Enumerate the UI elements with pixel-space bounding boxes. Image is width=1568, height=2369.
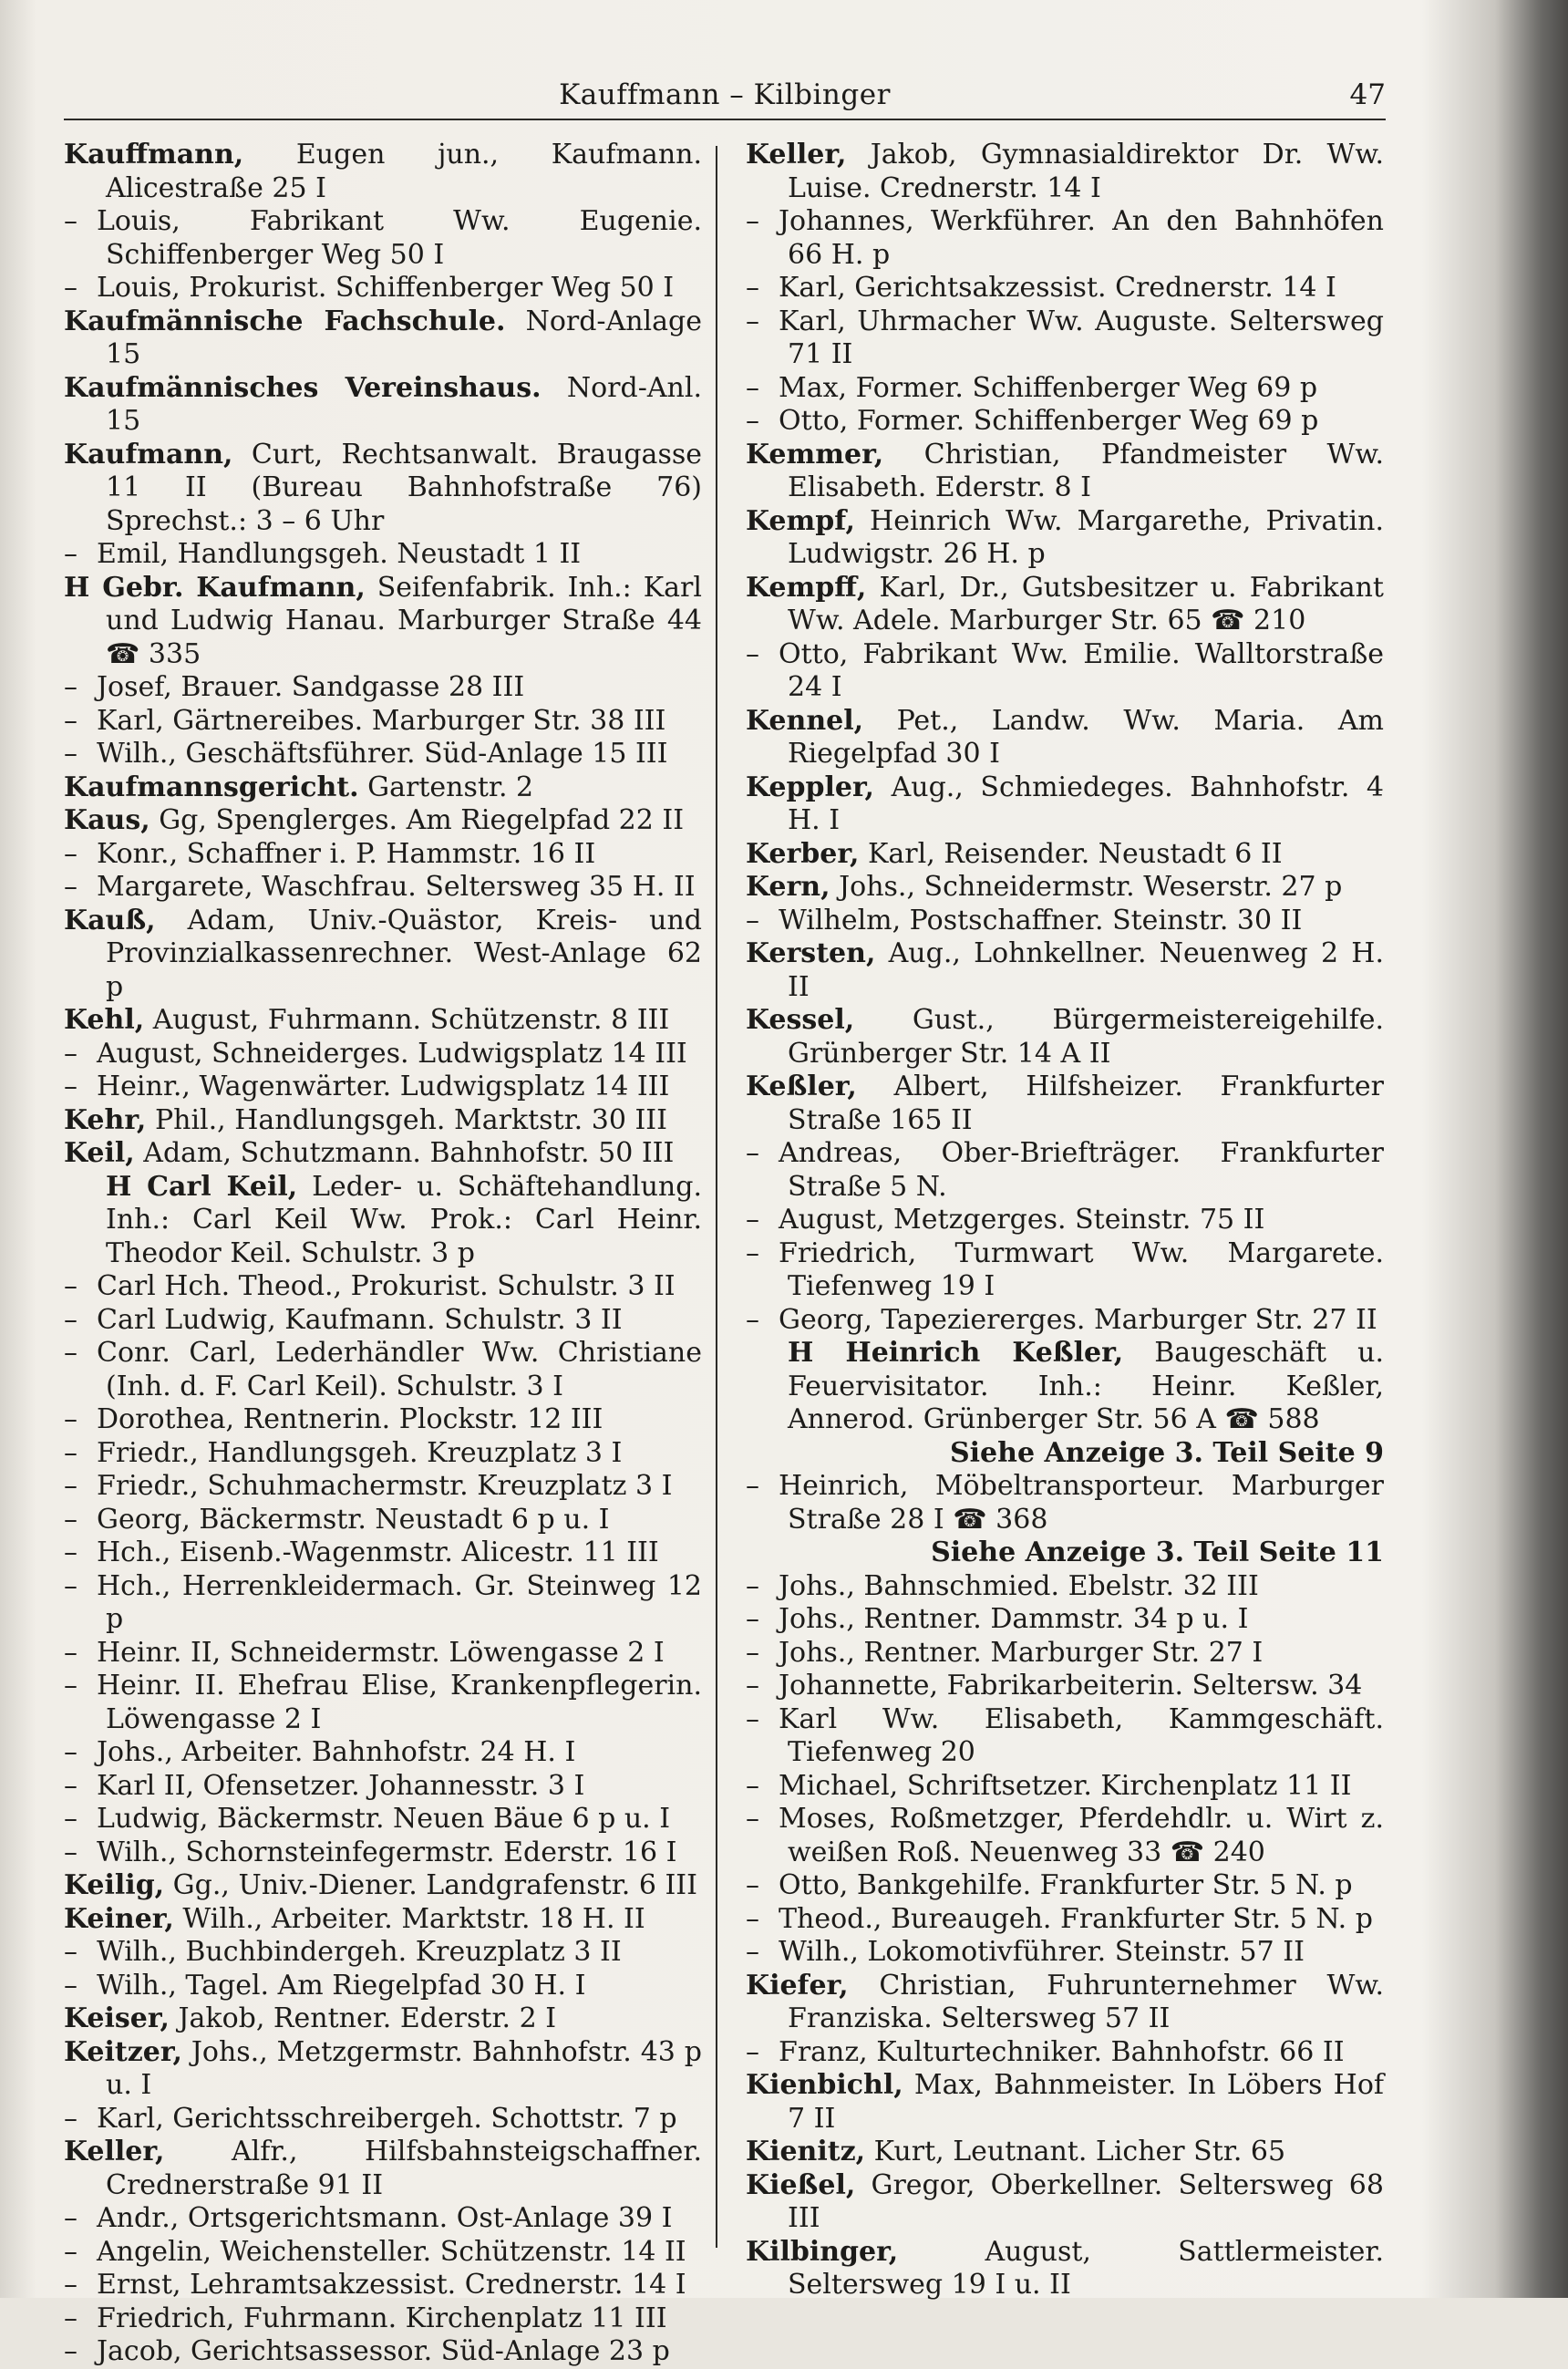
entry-details: Albert, Hilfsheizer. Frankfurter Straße 165 II [788, 1071, 1384, 1136]
entry-details: Heinrich, Möbeltransporteur. Marburger Straße 28 I ☎ 368 [779, 1470, 1384, 1536]
entry-details: Margarete, Waschfrau. Seltersweg 35 H. II [97, 871, 696, 903]
directory-entry [746, 1770, 1384, 1804]
entry-details: Wilh., Schornsteinfegermstr. Ederstr. 16 I [97, 1836, 677, 1868]
entry-details: Christian, Fuhrunternehmer Ww. Franziska. Seltersweg 57 II [788, 1969, 1384, 2034]
ditto-dash: – [746, 1670, 759, 1702]
directory-entry [746, 705, 1384, 771]
ditto-dash: – [64, 1470, 77, 1502]
page-number: 47 [1349, 78, 1386, 111]
directory-entry [64, 1970, 702, 2003]
directory-entry [64, 538, 702, 572]
entry-details: Ludwig, Bäckermstr. Neuen Bäue 6 p u. I [97, 1803, 671, 1835]
directory-entry [746, 1071, 1384, 1137]
entry-surname: H Gebr. Kaufmann, [64, 571, 366, 604]
directory-entry [746, 1703, 1384, 1770]
directory-entry [746, 2169, 1384, 2236]
ditto-dash: – [64, 2202, 77, 2234]
entry-details: August, Metzgerges. Steinstr. 75 II [779, 1204, 1265, 1236]
ditto-dash: – [746, 272, 759, 304]
ditto-dash: – [64, 2235, 77, 2268]
entry-details: Nord-Anlage 15 [106, 305, 702, 370]
entry-details: August, Sattlermeister. Seltersweg 19 I u. II [788, 2235, 1384, 2301]
entry-surname: Kaufmännisches Vereinshaus. [64, 371, 542, 404]
directory-entry [746, 1803, 1384, 1869]
directory-entry [746, 372, 1384, 406]
ditto-dash: – [64, 1969, 77, 2002]
page-header [64, 71, 1386, 117]
directory-entry [746, 305, 1384, 372]
entry-details: Johs., Rentner. Marburger Str. 27 I [779, 1636, 1264, 1669]
directory-entry [746, 871, 1384, 905]
entry-surname: Kaufmannsgericht. [64, 771, 359, 803]
entry-details: Aug., Lohnkellner. Neuenweg 2 H. II [788, 937, 1384, 1003]
ditto-dash: – [64, 1769, 77, 1802]
entry-details: Michael, Schriftsetzer. Kirchenplatz 11 II [779, 1769, 1352, 1802]
directory-entry [64, 1504, 702, 1537]
directory-entry [64, 1270, 702, 1304]
directory-entry [746, 572, 1384, 638]
directory-entry [746, 1004, 1384, 1071]
ditto-dash: – [746, 904, 759, 936]
entry-details: Georg, Tapeziererges. Marburger Str. 27 II [779, 1303, 1377, 1336]
directory-entry [64, 2136, 702, 2202]
directory-entry [64, 1536, 702, 1570]
entry-surname: Keller, [746, 139, 847, 171]
entry-surname: H Heinrich Keßler, [788, 1337, 1124, 1369]
directory-entry [64, 1437, 702, 1471]
entry-surname: Keitzer, [64, 2035, 182, 2068]
entry-surname: Kemmer, [746, 438, 884, 471]
directory-entry [746, 439, 1384, 505]
directory-entry [64, 738, 702, 771]
directory-entry [746, 1869, 1384, 1903]
ditto-dash: – [746, 1636, 759, 1669]
ditto-dash: – [746, 637, 759, 670]
entry-details: Phil., Handlungsgeh. Marktstr. 30 III [154, 1103, 668, 1136]
header-rule [64, 119, 1386, 120]
directory-entry [746, 1304, 1384, 1338]
ditto-dash: – [746, 371, 759, 404]
entry-details: Wilh., Tagel. Am Riegelpfad 30 H. I [97, 1969, 586, 2002]
ditto-dash: – [746, 1137, 759, 1169]
directory-entry [64, 1038, 702, 1071]
ditto-dash: – [746, 1603, 759, 1635]
directory-entry [64, 139, 702, 205]
ditto-dash: – [64, 837, 77, 870]
entry-details: Wilhelm, Postschaffner. Steinstr. 30 II [779, 904, 1303, 936]
entry-surname: Kempf, [746, 504, 855, 537]
entry-details: Conr. Carl, Lederhändler Ww. Christiane (Inh. d. F. Carl Keil). Schulstr. 3 I [97, 1337, 702, 1402]
ditto-dash: – [746, 405, 759, 437]
entry-details: Gregor, Oberkellner. Seltersweg 68 III [788, 2168, 1384, 2234]
ditto-dash: – [64, 2269, 77, 2301]
entry-details: Otto, Fabrikant Ww. Emilie. Walltorstraße 24 I [779, 637, 1384, 703]
entry-surname: Kempff, [746, 571, 867, 604]
directory-entry [64, 372, 702, 439]
entry-details: Johs., Arbeiter. Bahnhofstr. 24 H. I [97, 1736, 576, 1768]
ditto-dash: – [746, 205, 759, 237]
entry-details: Alfr., Hilfsbahnsteigschaffner. Crednerstraße 91 II [106, 2136, 702, 2201]
directory-entry [64, 1903, 702, 1937]
directory-entry [64, 272, 702, 305]
running-title: Kauffmann – Kilbinger [559, 78, 891, 111]
entry-details: Johannette, Fabrikarbeiterin. Seltersw. 34 [779, 1670, 1363, 1702]
entry-details: Johs., Schneidermstr. Weserstr. 27 p [839, 871, 1343, 903]
column-divider [716, 146, 717, 2248]
ditto-dash: – [64, 671, 77, 703]
entry-surname: Keil, [64, 1137, 135, 1169]
directory-entry [64, 2002, 702, 2036]
directory-entry [746, 905, 1384, 938]
directory-entry [64, 2269, 702, 2302]
entry-details: Louis, Fabrikant Ww. Eugenie. Schiffenberger Weg 50 I [97, 205, 702, 271]
entry-details: Leder- u. Schäftehandlung. Inh.: Carl Keil Ww. Prok.: Carl Heinr. Theodor Keil. Schulstr. 3 p [106, 1170, 702, 1269]
ditto-dash: – [64, 1337, 77, 1369]
directory-entry [64, 1670, 702, 1736]
entry-details: August, Fuhrmann. Schützenstr. 8 III [152, 1004, 670, 1036]
entry-details: Karl, Gärtnereibes. Marburger Str. 38 III [97, 704, 666, 737]
directory-entry [746, 2136, 1384, 2169]
entry-details: Baugeschäft u. Feuervisitator. Inh.: Heinr. Keßler, Annerod. Grünberger Str. 56 A ☎ 588 [788, 1337, 1384, 1435]
entry-details: Ernst, Lehramtsakzessist. Crednerstr. 14 I [97, 2269, 686, 2301]
entry-surname: Keiner, [64, 1902, 174, 1935]
ditto-dash: – [64, 1037, 77, 1070]
entry-details: Hch., Herrenkleidermach. Gr. Steinweg 12 p [97, 1569, 702, 1635]
entry-details: Jakob, Gymnasialdirektor Dr. Ww. Luise. Crednerstr. 14 I [788, 139, 1384, 204]
directory-entry [64, 905, 702, 1005]
directory-entry [64, 1770, 702, 1804]
advertisement-notice: Siehe Anzeige 3. Teil Seite 11 [931, 1536, 1384, 1568]
ditto-dash: – [64, 1436, 77, 1469]
right-column [746, 139, 1384, 2302]
directory-entry [64, 1736, 702, 1770]
entry-surname: Kaufmann, [64, 438, 233, 471]
entry-details: Konr., Schaffner i. P. Hammstr. 16 II [97, 837, 596, 870]
ditto-dash: – [746, 1769, 759, 1802]
entry-surname: Keppler, [746, 771, 875, 803]
entry-surname: H Carl Keil, [106, 1170, 298, 1203]
entry-details: Otto, Former. Schiffenberger Weg 69 p [779, 405, 1319, 437]
entry-details: Johs., Metzgermstr. Bahnhofstr. 43 p u. I [106, 2035, 702, 2101]
directory-entry [64, 1869, 702, 1903]
directory-entry [746, 1670, 1384, 1703]
ditto-dash: – [64, 1403, 77, 1435]
entry-details: Gartenstr. 2 [367, 771, 534, 803]
directory-entry [746, 1204, 1384, 1237]
ditto-dash: – [64, 1936, 77, 1968]
entry-surname: Keßler, [746, 1071, 857, 1102]
directory-entry [746, 1470, 1384, 1536]
entry-details: Karl, Gerichtsakzessist. Crednerstr. 14 I [779, 272, 1336, 304]
directory-entry [64, 2335, 702, 2369]
directory-entry [746, 272, 1384, 305]
ditto-dash: – [64, 1303, 77, 1336]
ditto-dash: – [64, 1503, 77, 1536]
entry-details: Angelin, Weichensteller. Schützenstr. 14 II [97, 2235, 686, 2268]
entry-details: Dorothea, Rentnerin. Plockstr. 12 III [97, 1403, 603, 1435]
directory-entry [64, 1171, 702, 1271]
directory-entry [746, 139, 1384, 205]
entry-details: Wilh., Buchbindergeh. Kreuzplatz 3 II [97, 1936, 622, 1968]
left-column [64, 139, 702, 2369]
entry-details: Karl, Gerichtsschreibergeh. Schottstr. 7 p [97, 2102, 677, 2135]
entry-details: Heinrich Ww. Margarethe, Privatin. Ludwigstr. 26 H. p [788, 504, 1384, 570]
entry-surname: Kehr, [64, 1103, 147, 1136]
directory-entry [64, 305, 702, 372]
entry-surname: Kiefer, [746, 1969, 849, 2002]
directory-entry [64, 804, 702, 838]
ditto-dash: – [64, 1670, 77, 1702]
entry-details: Heinr., Wagenwärter. Ludwigsplatz 14 III [97, 1071, 670, 1102]
entry-details: Eugen jun., Kaufmann. Alicestraße 25 I [106, 139, 702, 204]
entry-details: Andr., Ortsgerichtsmann. Ost-Anlage 39 I [97, 2202, 673, 2234]
entry-details: Andreas, Ober-Briefträger. Frankfurter Straße 5 N. [779, 1137, 1384, 1203]
entry-surname: Kaufmännische Fachschule. [64, 305, 506, 337]
entry-details: Carl Ludwig, Kaufmann. Schulstr. 3 II [97, 1303, 623, 1336]
ditto-dash: – [746, 305, 759, 337]
ditto-dash: – [64, 1636, 77, 1669]
entry-details: Emil, Handlungsgeh. Neustadt 1 II [97, 538, 582, 570]
directory-entry [64, 572, 702, 672]
directory-entry [64, 1304, 702, 1338]
ditto-dash: – [64, 1736, 77, 1768]
directory-entry [746, 2069, 1384, 2136]
ditto-dash: – [64, 205, 77, 237]
directory-entry [64, 1403, 702, 1437]
ditto-dash: – [746, 1869, 759, 1901]
directory-entry [746, 937, 1384, 1004]
entry-surname: Kessel, [746, 1004, 855, 1036]
entry-details: Friedrich, Turmwart Ww. Margarete. Tiefenweg 19 I [779, 1236, 1384, 1302]
entry-details: Curt, Rechtsanwalt. Braugasse 11 II (Bureau Bahnhofstraße 76) Sprechst.: 3 – 6 Uhr [106, 438, 702, 537]
ditto-dash: – [64, 1071, 77, 1102]
directory-entry [64, 1836, 702, 1870]
ditto-dash: – [64, 2335, 77, 2367]
entry-details: Franz, Kulturtechniker. Bahnhofstr. 66 II [779, 2035, 1345, 2068]
entry-details: Wilh., Arbeiter. Marktstr. 18 H. II [182, 1902, 645, 1935]
directory-entry [746, 405, 1384, 439]
entry-surname: Kennel, [746, 704, 864, 737]
ditto-dash: – [746, 1204, 759, 1236]
entry-details: Gust., Bürgermeistereigehilfe. Grünberger Str. 14 A II [788, 1004, 1384, 1070]
ditto-dash: – [746, 1936, 759, 1968]
entry-details: Karl II, Ofensetzer. Johannesstr. 3 I [97, 1769, 585, 1802]
ditto-dash: – [64, 738, 77, 770]
ditto-dash: – [746, 1236, 759, 1269]
entry-details: Aug., Schmiedeges. Bahnhofstr. 4 H. I [788, 771, 1384, 836]
entry-details: Georg, Bäckermstr. Neustadt 6 p u. I [97, 1503, 610, 1536]
entry-surname: Kießel, [746, 2168, 856, 2201]
directory-entry [746, 505, 1384, 572]
entry-details: Karl Ww. Elisabeth, Kammgeschäft. Tiefenweg 20 [779, 1702, 1384, 1768]
directory-entry [746, 1137, 1384, 1204]
entry-details: Johs., Rentner. Dammstr. 34 p u. I [779, 1603, 1249, 1635]
directory-entry [746, 1337, 1384, 1437]
directory-entry [746, 2036, 1384, 2070]
directory-entry [64, 205, 702, 272]
entry-details: Friedr., Schuhmachermstr. Kreuzplatz 3 I [97, 1470, 673, 1502]
directory-entry [64, 1104, 702, 1138]
entry-details: Gg., Univ.-Diener. Landgrafenstr. 6 III [172, 1869, 697, 1901]
directory-entry [64, 1570, 702, 1637]
entry-details: Louis, Prokurist. Schiffenberger Weg 50 I [97, 272, 675, 304]
directory-entry [64, 1936, 702, 1970]
entry-details: Karl, Reisender. Neustadt 6 II [868, 837, 1283, 870]
ditto-dash: – [64, 1803, 77, 1835]
entry-surname: Kehl, [64, 1004, 145, 1036]
directory-entry [746, 1903, 1384, 1937]
ditto-dash: – [64, 2302, 77, 2334]
directory-entry [746, 1637, 1384, 1671]
ditto-dash: – [64, 871, 77, 903]
ditto-dash: – [64, 272, 77, 304]
entry-surname: Keilig, [64, 1869, 165, 1901]
directory-entry [64, 1137, 702, 1171]
directory-entry [64, 2202, 702, 2236]
entry-details: Heinr. II. Ehefrau Elise, Krankenpflegerin. Löwengasse 2 I [97, 1670, 702, 1735]
ditto-dash: – [746, 1702, 759, 1735]
ditto-dash: – [64, 1569, 77, 1602]
entry-details: Christian, Pfandmeister Ww. Elisabeth. Ederstr. 8 I [788, 438, 1384, 503]
entry-details: Moses, Roßmetzger, Pferdehdlr. u. Wirt z. weißen Roß. Neuenweg 33 ☎ 240 [779, 1803, 1384, 1868]
entry-details: Nord-Anl. 15 [106, 371, 702, 437]
entry-details: Seifenfabrik. Inh.: Karl und Ludwig Hanau. Marburger Straße 44 ☎ 335 [106, 571, 702, 670]
ditto-dash: – [746, 2035, 759, 2068]
entry-details: Heinr. II, Schneidermstr. Löwengasse 2 I [97, 1636, 665, 1669]
entry-surname: Kienbichl, [746, 2069, 903, 2101]
entry-details: Jakob, Rentner. Ederstr. 2 I [178, 2002, 557, 2034]
entry-surname: Kienitz, [746, 2136, 866, 2167]
entry-details: Kurt, Leutnant. Licher Str. 65 [873, 2136, 1286, 2167]
directory-entry [746, 1570, 1384, 1604]
directory-entry [64, 2036, 702, 2103]
entry-surname: Kersten, [746, 937, 876, 969]
entry-details: Pet., Landw. Ww. Maria. Am Riegelpfad 30 I [788, 704, 1384, 770]
entry-surname: Kerber, [746, 837, 860, 870]
directory-entry [64, 1071, 702, 1104]
directory-entry [746, 638, 1384, 705]
directory-entry [64, 671, 702, 705]
entry-details: Friedrich, Fuhrmann. Kirchenplatz 11 III [97, 2302, 667, 2334]
entry-details: Theod., Bureaugeh. Frankfurter Str. 5 N. p [779, 1902, 1373, 1935]
directory-entry [64, 439, 702, 539]
entry-surname: Kauß, [64, 904, 156, 936]
ditto-dash: – [64, 538, 77, 570]
directory-entry [746, 1970, 1384, 2036]
directory-entry [746, 838, 1384, 872]
entry-surname: Kern, [746, 871, 830, 903]
directory-entry [64, 2302, 702, 2336]
directory-entry [746, 1237, 1384, 1304]
ditto-dash: – [64, 704, 77, 737]
entry-details: Hch., Eisenb.-Wagenmstr. Alicestr. 11 III [97, 1536, 659, 1568]
directory-entry [64, 2103, 702, 2136]
entry-surname: Kilbinger, [746, 2235, 899, 2268]
directory-entry [64, 838, 702, 872]
entry-details: Adam, Univ.-Quästor, Kreis- und Provinzialkassenrechner. West-Anlage 62 p [106, 904, 702, 1003]
entry-details: Gg, Spenglerges. Am Riegelpfad 22 II [159, 804, 685, 836]
entry-details: Wilh., Geschäftsführer. Süd-Anlage 15 III [97, 738, 668, 770]
ditto-dash: – [64, 1536, 77, 1568]
ditto-dash: – [746, 1902, 759, 1935]
ditto-dash: – [746, 1569, 759, 1602]
ditto-dash: – [746, 1470, 759, 1502]
entry-details: Adam, Schutzmann. Bahnhofstr. 50 III [143, 1137, 675, 1169]
entry-surname: Keller, [64, 2136, 165, 2167]
entry-details: Josef, Brauer. Sandgasse 28 III [97, 671, 525, 703]
directory-entry [746, 771, 1384, 838]
entry-details: Carl Hch. Theod., Prokurist. Schulstr. 3 II [97, 1270, 676, 1302]
entry-details: Wilh., Lokomotivführer. Steinstr. 57 II [779, 1936, 1305, 1968]
advertisement-notice: Siehe Anzeige 3. Teil Seite 9 [950, 1436, 1384, 1469]
ditto-dash: – [746, 1803, 759, 1835]
entry-details: Max, Former. Schiffenberger Weg 69 p [779, 371, 1318, 404]
directory-entry [746, 205, 1384, 272]
directory-entry [64, 1470, 702, 1504]
directory-entry [64, 2236, 702, 2270]
directory-entry [746, 1936, 1384, 1970]
ditto-dash: – [746, 1303, 759, 1336]
ditto-dash: – [64, 1270, 77, 1302]
directory-entry [746, 2236, 1384, 2302]
entry-details: Friedr., Handlungsgeh. Kreuzplatz 3 I [97, 1436, 623, 1469]
ditto-dash: – [64, 1836, 77, 1868]
directory-entry [64, 705, 702, 739]
directory-entry [64, 1803, 702, 1836]
entry-surname: Kauffmann, [64, 139, 244, 171]
directory-entry [746, 1603, 1384, 1637]
entry-details: August, Schneiderges. Ludwigsplatz 14 III [97, 1037, 687, 1070]
directory-entry [64, 871, 702, 905]
entry-details: Otto, Bankgehilfe. Frankfurter Str. 5 N. p [779, 1869, 1353, 1901]
directory-entry [64, 1637, 702, 1671]
entry-surname: Kaus, [64, 804, 150, 836]
entry-details: Jacob, Gerichtsassessor. Süd-Anlage 23 p [97, 2335, 670, 2367]
directory-entry [64, 771, 702, 805]
ditto-dash: – [64, 2102, 77, 2135]
entry-details: Karl, Uhrmacher Ww. Auguste. Seltersweg 71 II [779, 305, 1384, 370]
entry-details: Johannes, Werkführer. An den Bahnhöfen 66 H. p [779, 205, 1384, 271]
entry-details: Max, Bahnmeister. In Löbers Hof 7 II [788, 2069, 1384, 2135]
directory-entry [64, 1337, 702, 1403]
entry-details: Johs., Bahnschmied. Ebelstr. 32 III [779, 1569, 1259, 1602]
directory-entry [64, 1004, 702, 1038]
entry-surname: Keiser, [64, 2002, 170, 2034]
entry-details: Karl, Dr., Gutsbesitzer u. Fabrikant Ww. Adele. Marburger Str. 65 ☎ 210 [788, 571, 1384, 636]
